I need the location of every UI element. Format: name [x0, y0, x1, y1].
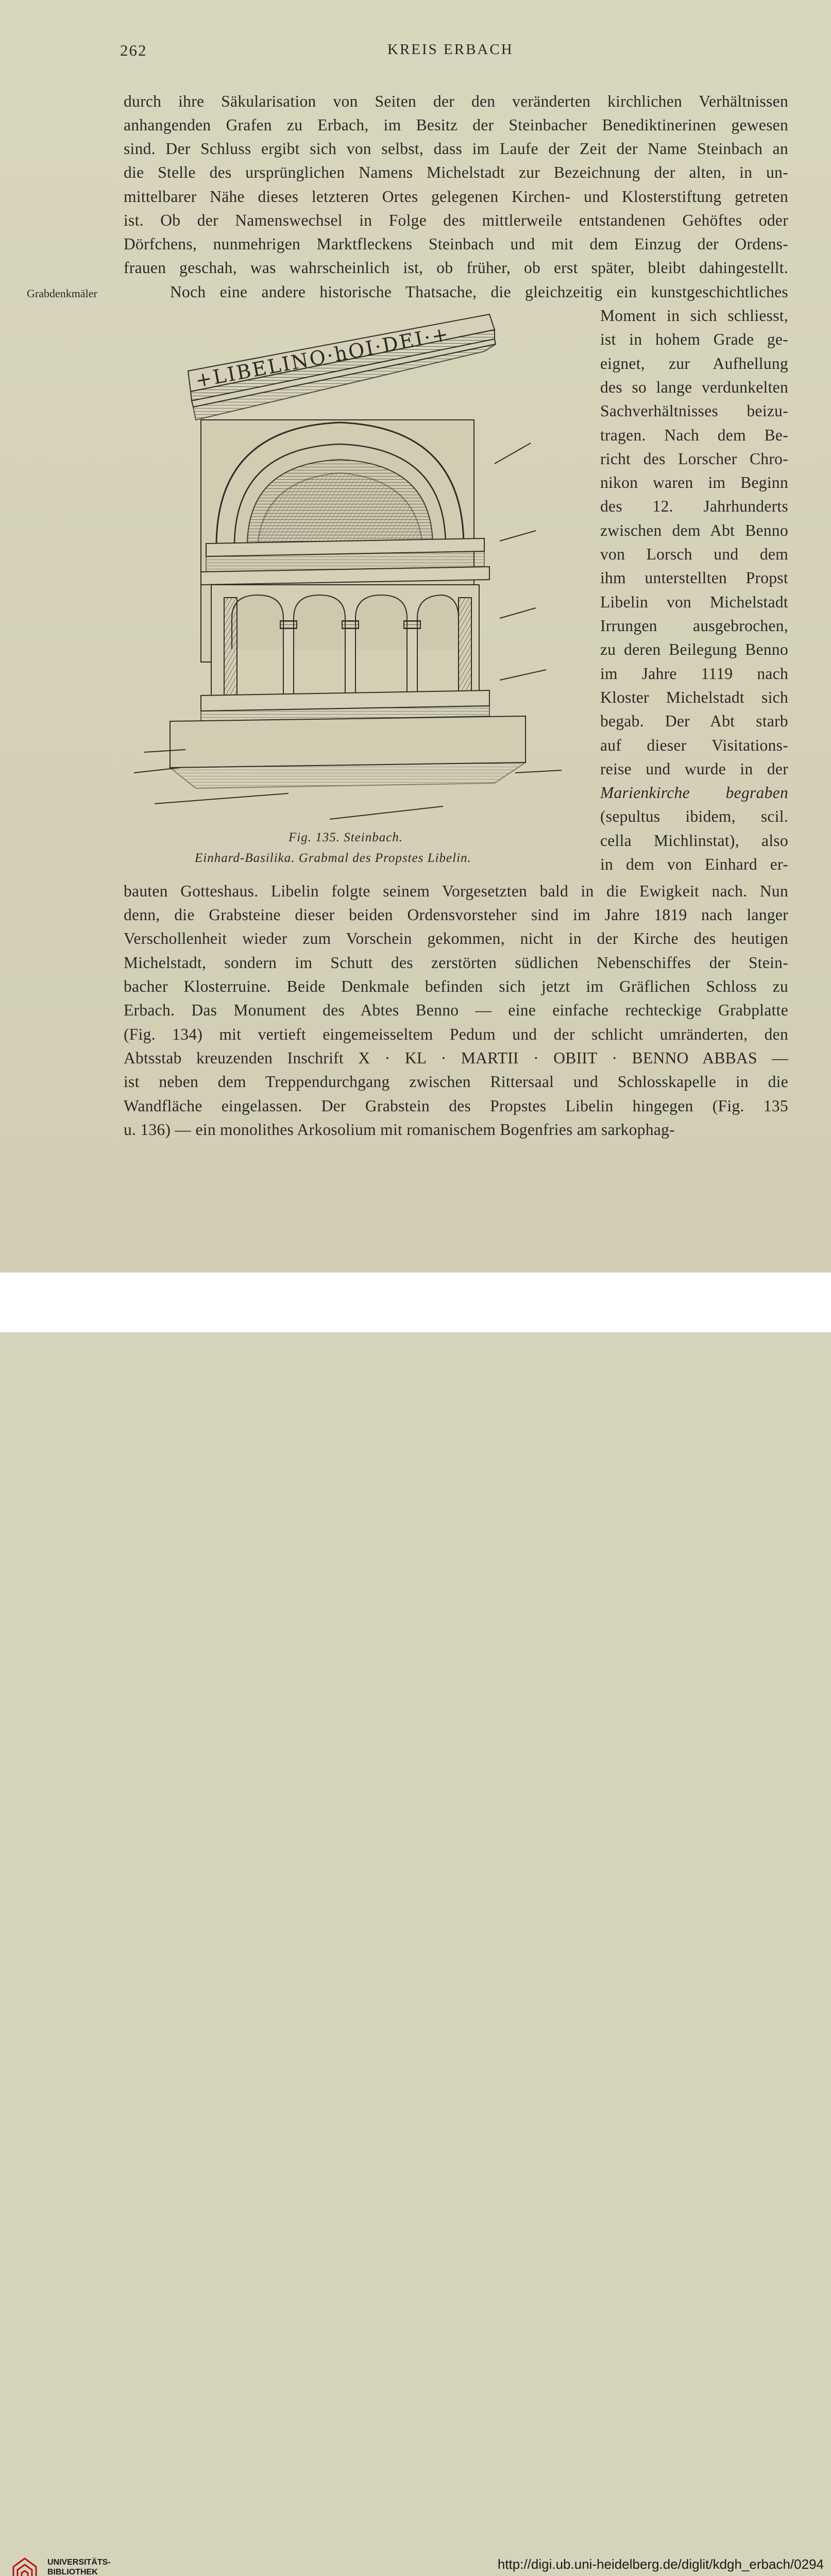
side-text-line: auf dieser Visitations- [600, 736, 788, 754]
library-name-line1: UNIVERSITÄTS- [47, 2558, 111, 2567]
side-text-line: zwischen dem Abt Benno [600, 521, 788, 539]
side-text-line: ihm unterstellten Propst [600, 569, 788, 587]
side-text-line: (sepultus ibidem, scil. [600, 807, 788, 825]
body-text-line: die Stelle des ursprünglichen Namens Michelstadt zur Bezeichnung der alten, in un- [124, 163, 788, 181]
figure-caption-line2: Einhard-Basilika. Grabmal des Propstes Libelin. [195, 851, 471, 865]
body-text-line: mittelbarer Nähe dieses letzteren Ortes gelegenen Kirchen- und Klosterstiftung getreten [124, 188, 788, 206]
side-text-line: im Jahre 1119 nach [600, 665, 788, 683]
side-text-line: Marienkirche begraben [600, 784, 788, 802]
side-text-line: Moment in sich schliesst, [600, 307, 788, 325]
side-text-line: richt des Lorscher Chro- [600, 450, 788, 468]
side-text-line: zu deren Beilegung Benno [600, 640, 788, 658]
body-text-line: ist. Ob der Namenswechsel in Folge des mittlerweile entstandenen Gehöftes oder [124, 211, 788, 229]
body-text-line: durch ihre Säkularisation von Seiten der den veränderten kirchlichen Verhältnissen [124, 92, 788, 110]
side-text-line: von Lorsch und dem [600, 545, 788, 563]
body-text-line: frauen geschah, was wahrscheinlich ist, ob früher, ob erst später, bleibt dahingestellt. [124, 259, 788, 277]
side-text-line: tragen. Nach dem Be- [600, 426, 788, 444]
side-text-line: in dem von Einhard er- [600, 855, 788, 873]
body-text-line: denn, die Grabsteine dieser beiden Ordensvorsteher sind im Jahre 1819 nach langer [124, 906, 788, 924]
body-text-line: bauten Gotteshaus. Libelin folgte seinem Vorgesetzten bald in die Ewigkeit nach. Nun [124, 882, 788, 900]
inscription-text: +LIBELINO·hOI·DEI·+ [193, 322, 452, 392]
page-number: 262 [120, 41, 147, 59]
side-text-line: Libelin von Michelstadt [600, 593, 788, 611]
side-text-line: Irrungen ausgebrochen, [600, 617, 788, 635]
body-text-line: Wandfläche eingelassen. Der Grabstein des Propstes Libelin hingegen (Fig. 135 [124, 1097, 788, 1115]
body-text-line: (Fig. 134) mit vertieft eingemeisseltem Pedum und der schlicht umränderten, den [124, 1025, 788, 1043]
side-text-line: reise und wurde in der [600, 760, 788, 778]
source-url-link[interactable]: http://digi.ub.uni-heidelberg.de/diglit/kdgh_erbach/0294 [497, 2556, 824, 2572]
side-text-line: Kloster Michelstadt sich [600, 688, 788, 706]
body-text-line: sind. Der Schluss ergibt sich von selbst, dass im Laufe der Zeit der Name Steinbach an [124, 140, 788, 158]
side-text-line: cella Michlinstat), also [600, 832, 788, 850]
body-text-line: u. 136) — ein monolithes Arkosolium mit romanischem Bogenfries am sarkophag- [124, 1121, 675, 1139]
body-text-line: Erbach. Das Monument des Abtes Benno — eine einfache rechteckige Grabplatte [124, 1001, 788, 1019]
side-text-line: des 12. Jahrhunderts [600, 497, 788, 515]
library-name [47, 2557, 111, 2576]
scanned-page [0, 0, 831, 1273]
running-title: KREIS ERBACH [387, 41, 514, 58]
margin-note: Grabdenkmäler [27, 287, 97, 300]
side-text-line: nikon waren im Beginn [600, 473, 788, 492]
side-text-line: Sachverhältnisses beizu- [600, 402, 788, 420]
body-text-line: Michelstadt, sondern im Schutt des zerstörten südlichen Nebenschiffes der Stein- [124, 954, 788, 972]
body-text-line: Dörfchens, nunmehrigen Marktfleckens Steinbach und mit dem Einzug der Ordens- [124, 235, 788, 253]
side-text-line: begab. Der Abt starb [600, 712, 788, 730]
body-text-line: Noch eine andere historische Thatsache, die gleichzeitig ein kunstgeschichtliches [170, 283, 788, 301]
library-name-line2: BIBLIOTHEK [47, 2568, 98, 2576]
body-text-line: bacher Klosterruine. Beide Denkmale befinden sich jetzt im Gräflichen Schloss zu [124, 977, 788, 995]
university-library-logo-icon [9, 2555, 40, 2576]
figure-caption-line1: Fig. 135. Steinbach. [289, 831, 403, 844]
side-text-line: des so lange verdunkelten [600, 378, 788, 396]
body-text-line: anhangenden Grafen zu Erbach, im Besitz der Steinbacher Benediktinerinen gewesen [124, 116, 788, 134]
body-text-line: Abtsstab kreuzenden Inschrift X · KL · MARTII · OBIIT · BENNO ABBAS — [124, 1049, 788, 1067]
side-text-line: ist in hohem Grade ge- [600, 330, 788, 348]
tomb-illustration [124, 309, 577, 835]
body-text-line: Verschollenheit wieder zum Vorschein gekommen, nicht in der Kirche des heutigen [124, 929, 788, 947]
side-text-line: eignet, zur Aufhellung [600, 354, 788, 372]
body-text-line: ist neben dem Treppendurchgang zwischen Rittersaal und Schlosskapelle in die [124, 1073, 788, 1091]
footer-bar [0, 1273, 831, 2576]
